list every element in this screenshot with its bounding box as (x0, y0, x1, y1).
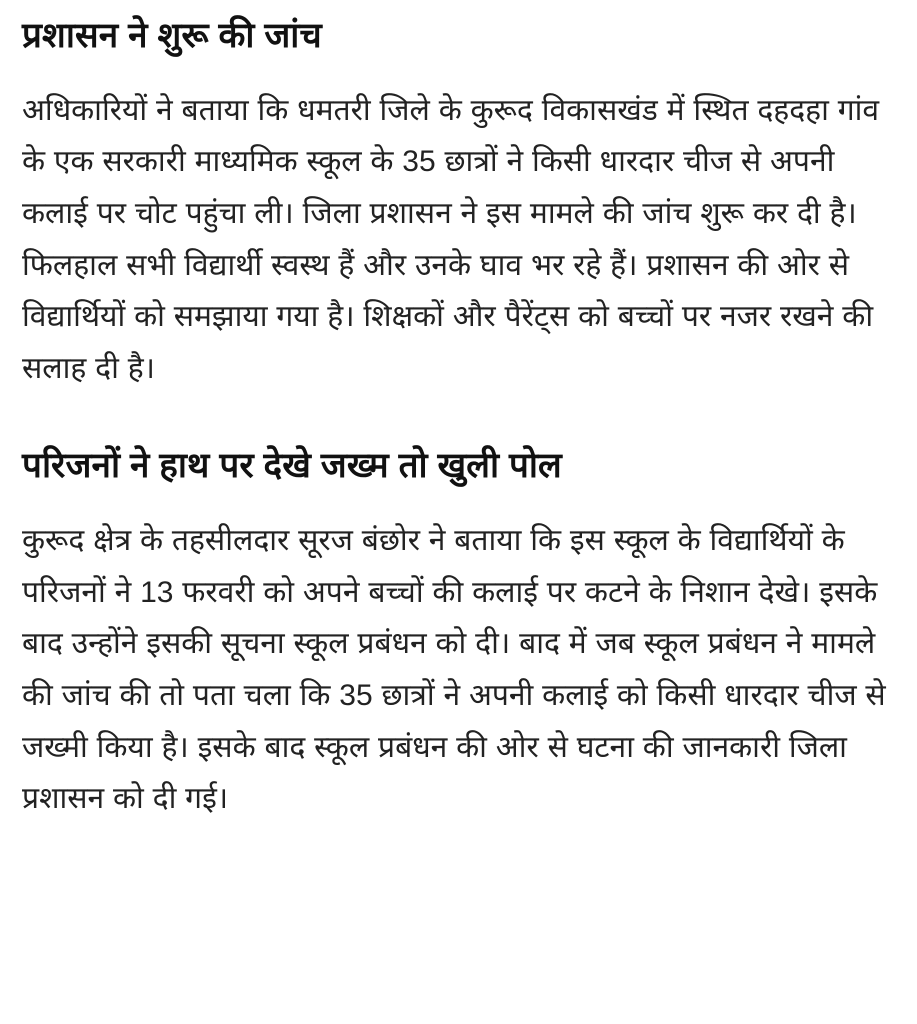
section-heading-family-discovery: परिजनों ने हाथ पर देखे जख्म तो खुली पोल (22, 446, 562, 486)
section-paragraph-investigation: अधिकारियों ने बताया कि धमतरी जिले के कुरूद विकासखंड में स्थित दहदहा गांव के एक सरकारी माध्यमिक स्कूल के 35 छात्रों ने किसी धारदार चीज से अपनी कलाई पर चोट पहुंचा ली। जिला प्रशासन ने इस मामले की जांच शुरू कर दी है। फिलहाल सभी विद्यार्थी स्वस्थ हैं और उनके घाव भर रहे हैं। प्रशासन की ओर से विद्यार्थियों को समझाया गया है। शिक्षकों और पैरेंट्स को बच्चों पर नजर रखने की सलाह दी है। (22, 93, 880, 385)
section-heading-investigation: प्रशासन ने शुरू की जांच (22, 16, 322, 55)
section-paragraph-family-discovery: कुरूद क्षेत्र के तहसीलदार सूरज बंछोर ने बताया कि इस स्कूल के विद्यार्थियों के परिजनों ने 13 फरवरी को अपने बच्चों की कलाई पर कटने के निशान देखे। इसके बाद उन्होंने इसकी सूचना स्कूल प्रबंधन को दी। बाद में जब स्कूल प्रबंधन ने मामले की जांच की तो पता चला कि 35 छात्रों ने अपनी कलाई को किसी धारदार चीज से जख्मी किया है। इसके बाद स्कूल प्रबंधन की ओर से घटना की जानकारी जिला प्रशासन को दी गई। (22, 524, 886, 816)
